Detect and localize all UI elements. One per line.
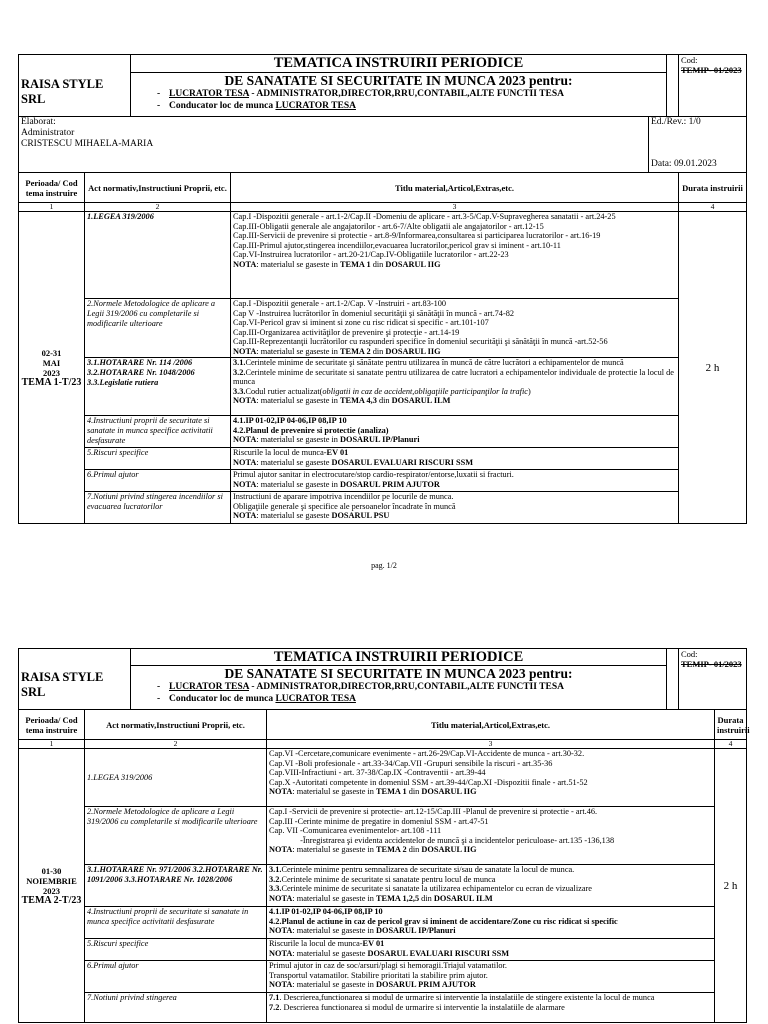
table-row (19, 993, 747, 1023)
table-row (19, 448, 747, 470)
period-tema: TEMA 2-T/23 (21, 894, 82, 906)
target-line-2: - Conducator loc de munca LUCRATOR TESA (157, 101, 356, 111)
elaborat-role: Administrator (21, 128, 75, 138)
col-header-period: Perioada/ Cod tema instruire (19, 710, 85, 740)
act-cell: 4.Instructiuni proprii de securitate si sanatate in munca specifice activitatii desfasurate (85, 907, 267, 939)
content-cell: Primul ajutor sanitar in electrocutare/stop cardio-respirator/entorse,luxatii si fracturi. NOTA: materialul se gaseste in DOSARUL PRIM AJUTOR (231, 470, 679, 492)
issue-date: Data: 09.01.2023 (651, 159, 717, 169)
doc-subtitle: DE SANATATE SI SECURITATE IN MUNCA 2023 pentru: (224, 666, 573, 681)
company-name: RAISA STYLE SRL (19, 649, 131, 710)
header-table (18, 54, 747, 117)
period-cell (19, 749, 85, 1023)
content-cell: 3.1.Cerintele minime pentru semnalizarea de securitate si/sau de sanatate la locul de munca. 3.2.Cerintele minime de securitate si sanatate pentru locul de munca 3.3.Cerintele minime de securitate si sanatate la utilizarea echipamentelor cu ecran de vizualizare NOTA: materialul se gaseste in TEMA 1,2,5 din DOSARUL ILM (267, 865, 715, 907)
col-header-duration: Durata instruirii (679, 173, 747, 203)
act-cell: 1.LEGEA 319/2006 (85, 749, 267, 807)
table-row (19, 416, 747, 448)
act-cell: 4.Instructiuni proprii de securitate si sanatate in munca specifice activitatii desfasurate (85, 416, 231, 448)
act-cell: 6.Primul ajutor (85, 961, 267, 993)
col-number: 3 (267, 740, 715, 749)
doc-subtitle-block (131, 666, 667, 710)
act-cell: 1.LEGEA 319/2006 (85, 212, 231, 299)
act-cell: 5.Riscuri specifice (85, 939, 267, 961)
period-year: 2023 (43, 885, 60, 896)
content-cell: 7.1. Descrierea,functionarea si modul de urmarire si interventie la instalatiile de stingere existente la locul de munca 7.2. Descrierea functionarea si modul de urmarire si interventie la instalatiile de alarmare (267, 993, 715, 1023)
doc-code-value: TEMIP- 01/2023 (681, 65, 742, 75)
col-header-title: Titlu material,Articol,Extras,etc. (267, 710, 715, 740)
period-year: 2023 (43, 367, 60, 378)
target-line-1: - LUCRATOR TESA - ADMINISTRATOR,DIRECTOR,RRU,CONTABIL,ALTE FUNCTII TESA (157, 89, 564, 99)
content-cell: Riscurile la locul de munca-EV 01 NOTA: materialul se gaseste DOSARUL EVALUARI RISCURI SSM (267, 939, 715, 961)
meta-table (18, 116, 747, 173)
act-cell: 6.Primul ajutor (85, 470, 231, 492)
doc-code (679, 649, 747, 710)
period-tema: TEMA 1-T/23 (21, 376, 82, 388)
col-number: 4 (679, 203, 747, 212)
period-month: NOIEMBRIE (26, 875, 77, 886)
edition-revision: Ed./Rev.: 1/0 (651, 117, 701, 127)
col-header-period: Perioada/ Cod tema instruire (19, 173, 85, 203)
col-header-act: Act normativ,Instructiuni Proprii, etc. (85, 173, 231, 203)
act-cell: 3.1.HOTARARE Nr. 114 /2006 3.2.HOTARARE Nr. 1048/2006 3.3.Legislatie rutiera (85, 358, 231, 416)
elaborat-block (19, 117, 649, 173)
header-spacer (667, 55, 679, 117)
content-cell: Cap.I -Dispozitii generale - art.1-2/Cap. V -Instruiri - art.83-100 Cap V -Instruirea lucrătorilor în domeniul securităţii şi sănătăţii în muncă - art.74-82 Cap.VI-Pericol grav si iminent si zone cu risc ridicat si specific - art.101-107 Cap.III-Organizarea activităţilor de prevenire şi protecţie - art.14-19 Cap.III-Reprezentanţii lucrătorilor cu raspunderi specifice în domeniul securităţii şi sănătăţii în muncă -art.52-56 NOTA: materialul se gaseste in TEMA 2 din DOSARUL IIG (231, 299, 679, 358)
target-line-2: - Conducator loc de munca LUCRATOR TESA (157, 694, 356, 704)
col-number: 1 (19, 740, 85, 749)
col-header-title: Titlu material,Articol,Extras,etc. (231, 173, 679, 203)
act-cell: 5.Riscuri specifice (85, 448, 231, 470)
document-page-2 (18, 648, 750, 1023)
col-number: 2 (85, 740, 267, 749)
duration-cell: 2 h (715, 749, 747, 1023)
header-spacer (667, 649, 679, 710)
act-cell: 2.Normele Metodologice de aplicare a Legii 319/2006 cu completarile si modificarile ulterioare (85, 807, 267, 865)
table-row (19, 299, 747, 358)
col-header-duration: Durata instruirii (715, 710, 747, 740)
period-month: MAI (42, 357, 61, 368)
doc-code-label: Cod: (681, 649, 698, 659)
col-number: 4 (715, 740, 747, 749)
period-dates: 02-31 (41, 347, 62, 358)
table-row (19, 865, 747, 907)
col-number: 3 (231, 203, 679, 212)
content-cell: Instructiuni de aparare impotriva incendiilor pe locurile de munca. Obligaţiile generale şi specifice ale persoanelor încadrate în muncă NOTA: materialul se gaseste DOSARUL PSU (231, 492, 679, 524)
content-cell: Riscurile la locul de munca-EV 01 NOTA: materialul se gaseste DOSARUL EVALUARI RISCURI SSM (231, 448, 679, 470)
col-header-act: Act normativ,Instructiuni Proprii, etc. (85, 710, 267, 740)
content-cell: Cap.VI -Cercetare,comunicare evenimente - art.26-29/Cap.VI-Accidente de munca - art.30-32. Cap.VI -Boli profesionale - art.33-34/Cap.VII -Grupuri sensibile la riscuri - art.35-36 Cap.VIII-Infractiuni - art. 37-38/Cap.IX -Contraventii - art.39-44 Cap.X -Autoritati competente in domeniul SSM - art.39-44/Cap.XI -Dispozitii finale - art.51-52 NOTA: materialul se gaseste in TEMA 1 din DOSARUL IIG (267, 749, 715, 807)
doc-code-label: Cod: (681, 55, 698, 65)
target-line-1: - LUCRATOR TESA - ADMINISTRATOR,DIRECTOR,RRU,CONTABIL,ALTE FUNCTII TESA (157, 682, 564, 692)
act-cell: 2.Normele Metodologice de aplicare a Legii 319/2006 cu completarile si modificarile ulterioare (85, 299, 231, 358)
act-cell: 7.Notiuni privind stingerea incendiilor si evacuarea lucratorilor (85, 492, 231, 524)
doc-subtitle: DE SANATATE SI SECURITATE IN MUNCA 2023 pentru: (224, 73, 573, 88)
content-table (18, 709, 750, 1023)
content-cell: 4.1.IP 01-02,IP 04-06,IP 08,IP 10 4.2.Planul de prevenire si protectie (analiza) NOTA: materialul se gaseste in DOSARUL IP/Planuri (231, 416, 679, 448)
duration-cell: 2 h (679, 212, 747, 524)
elaborat-label: Elaborat: (21, 117, 56, 127)
company-name: RAISA STYLE SRL (19, 55, 131, 117)
doc-code-value: TEMIP- 01/2023 (681, 659, 742, 669)
doc-code (679, 55, 747, 117)
col-number: 1 (19, 203, 85, 212)
header-table (18, 648, 747, 710)
table-row (19, 961, 747, 993)
table-row (19, 470, 747, 492)
period-dates: 01-30 (41, 865, 62, 876)
content-cell: 3.1.Cerintele minime de securitate şi sănătate pentru utilizarea în muncă de către lucrători a echipamentelor de muncă 3.2.Cerintele minime de securitate si sanatate pentru utilizarea de catre lucratori a echipamentelor individuale de protectie la locul de munca 3.3.Codul rutier actualizat(obligatii in caz de accident,obligaţiile participanţilor la trafic) NOTA: materialul se gaseste in TEMA 4,3 din DOSARUL ILM (231, 358, 679, 416)
table-row (19, 907, 747, 939)
doc-subtitle-block (131, 73, 667, 117)
doc-title: TEMATICA INSTRUIRII PERIODICE (131, 649, 667, 666)
act-cell: 7.Notiuni privind stingerea (85, 993, 267, 1023)
content-table (18, 172, 747, 524)
document-page-1 (18, 54, 746, 524)
table-row (19, 939, 747, 961)
content-cell: Primul ajutor in caz de soc/arsuri/plagi si hemoragii.Triajul vatamatilor. Transportul vatamatilor. Stabilire prioritati la stabilire prim ajutor. NOTA: materialul se gaseste in DOSARUL PRIM AJUTOR (267, 961, 715, 993)
table-row (19, 212, 747, 299)
page-number: pag. 1/2 (371, 561, 397, 570)
elaborat-name: CRISTESCU MIHAELA-MARIA (21, 139, 154, 149)
table-row (19, 749, 747, 807)
table-row (19, 807, 747, 865)
col-number: 2 (85, 203, 231, 212)
table-row (19, 492, 747, 524)
content-cell: 4.1.IP 01-02,IP 04-06,IP 08,IP 10 4.2.Planul de actiune in caz de pericol grav si iminent de accidentare/Zone cu risc ridicat si specific NOTA: materialul se gaseste in DOSARUL IP/Planuri (267, 907, 715, 939)
table-row (19, 358, 747, 416)
content-cell: Cap.I -Dispozitii generale - art.1-2/Cap.II -Domeniu de aplicare - art.3-5/Cap.V-Supravegherea sanatatii - art.24-25 Cap.III-Obligatii generale ale angajatorilor - art.6-7/Alte obligatii ale angajatorilor - art.12-15 Cap.III-Servicii de prevenire si protectie - art.8-9/Informarea,consultarea si participarea lucratorilor - art.16-19 Cap.III-Primul ajutor,stingerea incendiilor,evacuarea lucratorilor,pericol grav si iminent - art.10-11 Cap.VI-Instruirea lucratorilor - art.20-21/Cap.IV-Obligatiile lucratorilor - art.22-23 NOTA: materialul se gaseste in TEMA 1 din DOSARUL IIG (231, 212, 679, 299)
act-cell: 3.1.HOTARARE Nr. 971/2006 3.2.HOTARARE Nr. 1091/2006 3.3.HOTARARE Nr. 1028/2006 (85, 865, 267, 907)
doc-title: TEMATICA INSTRUIRII PERIODICE (131, 55, 667, 73)
content-cell: Cap.I -Servicii de prevenire si protectie- art.12-15/Cap.III -Planul de prevenire si protectie - art.46. Cap.III -Cerinte minime de pregatire in domeniul SSM - art.47-51 Cap. VII -Comunicarea evenimentelor- art.108 -111 -Înregistrarea şi evidenta accidentelor de muncă şi a incidentelor periculoase- art.135 -136,138 NOTA: materialul se gaseste in TEMA 2 din DOSARUL IIG (267, 807, 715, 865)
revision-block (649, 117, 747, 173)
period-cell (19, 212, 85, 524)
